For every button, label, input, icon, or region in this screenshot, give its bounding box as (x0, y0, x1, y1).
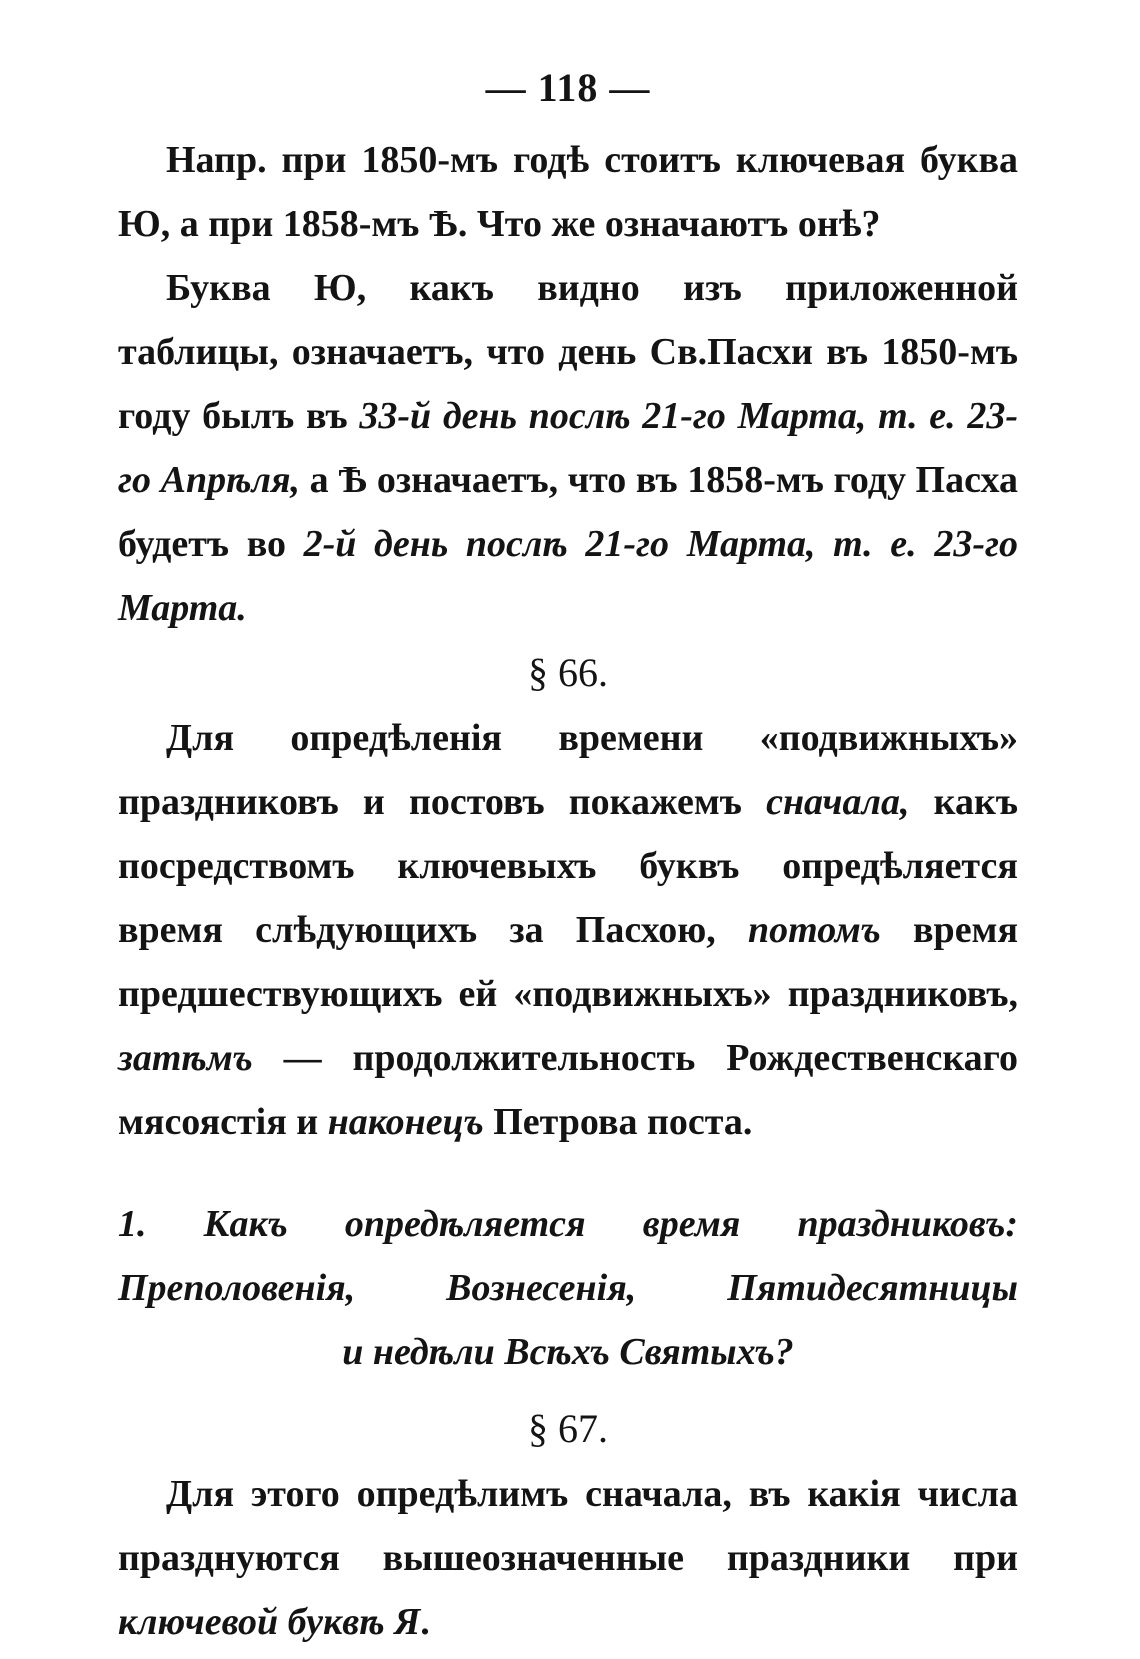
italic-run: сначала, (766, 781, 910, 823)
heading-line-3: и недѣли Всѣхъ Святыхъ? (342, 1331, 794, 1373)
text-run: Для этого опредѣлимъ сначала, въ какія числа празднуются вышеозначенные праздники при (118, 1473, 1018, 1579)
text-run: . (420, 1601, 430, 1643)
text-run: — продолжительность Рождественскаго мясоястія и (118, 1037, 1018, 1143)
heading-line-2: Преполовенія, Вознесенія, Пятидесятницы (118, 1267, 1018, 1309)
paragraph-explanation (118, 256, 1018, 640)
italic-run: 33-й день послѣ 21-го Марта, т. е. 23-го Апрѣля, (118, 395, 1018, 501)
italic-run: наконецъ (327, 1101, 484, 1143)
section-67-heading: § 67. (528, 1406, 608, 1451)
text-run: время предшествующихъ ей «подвижныхъ» праздниковъ, (118, 909, 1019, 1015)
text-run: Петрова поста. (483, 1101, 753, 1143)
text-run: Для опредѣленія времени «подвижныхъ» праздниковъ и постовъ покажемъ (118, 717, 1018, 823)
italic-run: 2-й день послѣ 21-го Марта, т. е. 23-го Марта. (118, 523, 1018, 629)
paragraph-key-letter (118, 1462, 1018, 1654)
section-66-heading: § 66. (528, 650, 608, 695)
book-page (118, 48, 1018, 1654)
heading-line-1: 1. Какъ опредѣляется время праздниковъ: (118, 1203, 1018, 1245)
italic-run: ключевой буквѣ Я (118, 1601, 421, 1643)
paragraph-text: Напр. при 1850-мъ годѣ стоитъ ключевая буква Ю, а при 1858-мъ Ѣ. Что же означаютъ онѣ? (118, 139, 1018, 245)
subsection-heading (118, 1192, 1018, 1384)
paragraph-movable-feasts (118, 706, 1018, 1154)
paragraph-example (118, 128, 1018, 256)
text-run: а Ѣ означаетъ, что въ 1858-мъ году Пасха будетъ во (118, 459, 1018, 565)
text-run: какъ посредствомъ ключевыхъ буквъ опредѣляется время слѣдующихъ за Пасхою, (118, 781, 1018, 951)
page-number: — 118 — (485, 65, 651, 110)
italic-run: потомъ (748, 909, 881, 951)
text-run: Буква Ю, какъ видно изъ приложенной таблицы, означаетъ, что день Св.Пасхи въ 1850-мъ году былъ въ (118, 267, 1018, 437)
italic-run: затѣмъ (118, 1037, 253, 1079)
